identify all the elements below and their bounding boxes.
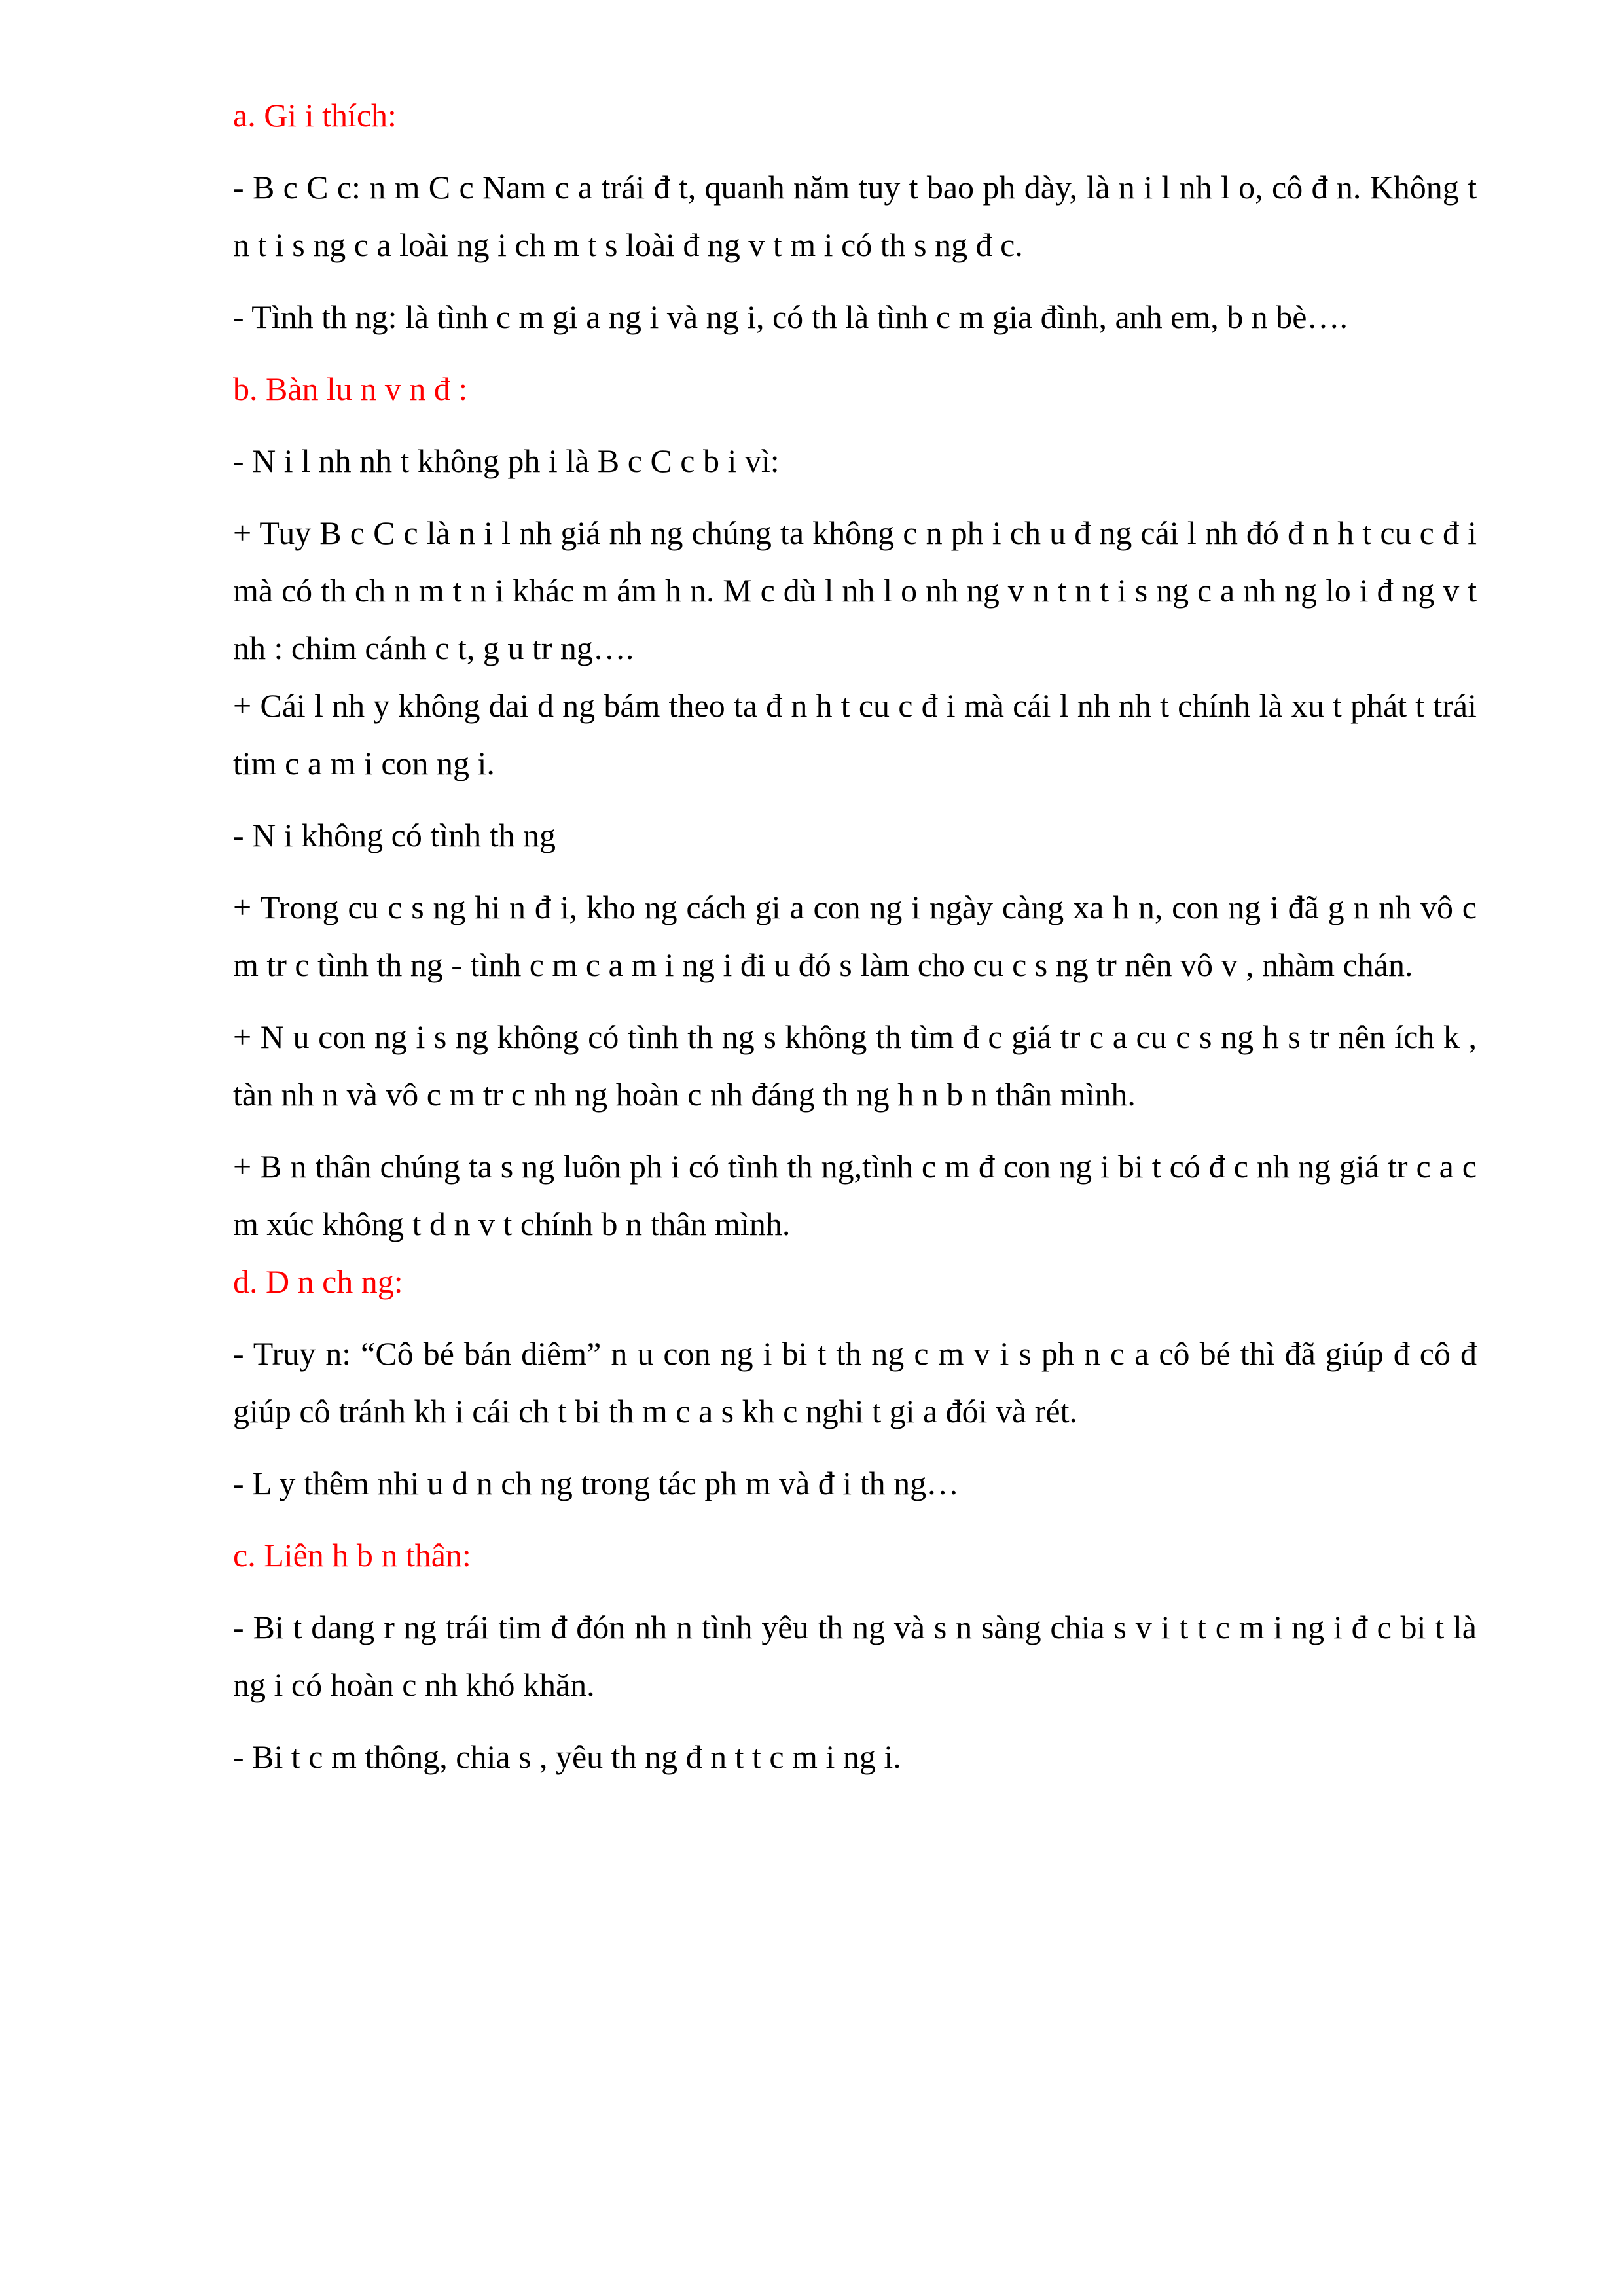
- paragraph-coldest-place: - N i l nh nh t không ph i là B c C c b i vì:: [233, 442, 780, 479]
- section-heading-b: b. Bàn lu n v n đ :: [233, 370, 468, 407]
- paragraph-argument-4: + N u con ng i s ng không có tình th ng s không th tìm đ c giá tr c a cu c s ng h s tr nên ích k , tàn nh n và vô c m tr c nh ng hoàn c nh đáng th ng h n b n thân mình.: [233, 1018, 1477, 1113]
- paragraph-self-2: - Bi t c m thông, chia s , yêu th ng đ n t t c m i ng i.: [233, 1738, 901, 1775]
- section-heading-a: a. Gi i thích:: [233, 97, 397, 134]
- paragraph-argument-1: + Tuy B c C c là n i l nh giá nh ng chúng ta không c n ph i ch u đ ng cái l nh đó đ n h t cu c đ i mà có th ch n m t n i khác m ám h n. M c dù l nh l o nh ng v n t n t i s ng c a nh ng lo i đ ng v t nh : chim cánh c t, g u tr ng….: [233, 514, 1477, 666]
- paragraph-argument-3: + Trong cu c s ng hi n đ i, kho ng cách gi a con ng i ngày càng xa h n, con ng i đã g n nh vô c m tr c tình th ng - tình c m c a m i ng i đi u đó s làm cho cu c s ng tr nên vô v , nhàm chán.: [233, 889, 1477, 983]
- document-content: [233, 86, 1477, 1800]
- paragraph-self-1: - Bi t dang r ng trái tim đ đón nh n tình yêu th ng và s n sàng chia s v i t t c m i ng i đ c bi t là ng i có hoàn c nh khó khăn.: [233, 1609, 1477, 1703]
- section-heading-d: d. D n ch ng:: [233, 1263, 403, 1300]
- paragraph-argument-5: + B n thân chúng ta s ng luôn ph i có tình th ng,tình c m đ con ng i bi t có đ c nh ng giá tr c a c m xúc không t d n v t chính b n thân mình.: [233, 1148, 1477, 1242]
- paragraph-evidence-story: - Truy n: “Cô bé bán diêm” n u con ng i bi t th ng c m v i s ph n c a cô bé thì đã giúp đ cô đ giúp cô tránh kh i cái ch t bi th m c a s kh c nghi t gi a đói và rét.: [233, 1335, 1477, 1429]
- paragraph-argument-2: + Cái l nh y không dai d ng bám theo ta đ n h t cu c đ i mà cái l nh nh t chính là xu t phát t trái tim c a m i con ng i.: [233, 687, 1477, 781]
- paragraph-definition-tinh-thuong: - Tình th ng: là tình c m gi a ng i và ng i, có th là tình c m gia đình, anh em, b n bè….: [233, 298, 1348, 335]
- paragraph-no-love: - N i không có tình th ng: [233, 817, 556, 853]
- paragraph-definition-bac-cuc: - B c C c: n m C c Nam c a trái đ t, quanh năm tuy t bao ph dày, là n i l nh l o, cô đ n. Không t n t i s ng c a loài ng i ch m t s loài đ ng v t m i có th s ng đ c.: [233, 169, 1477, 263]
- section-heading-c: c. Liên h b n thân:: [233, 1537, 471, 1573]
- paragraph-evidence-more: - L y thêm nhi u d n ch ng trong tác ph m và đ i th ng…: [233, 1465, 960, 1501]
